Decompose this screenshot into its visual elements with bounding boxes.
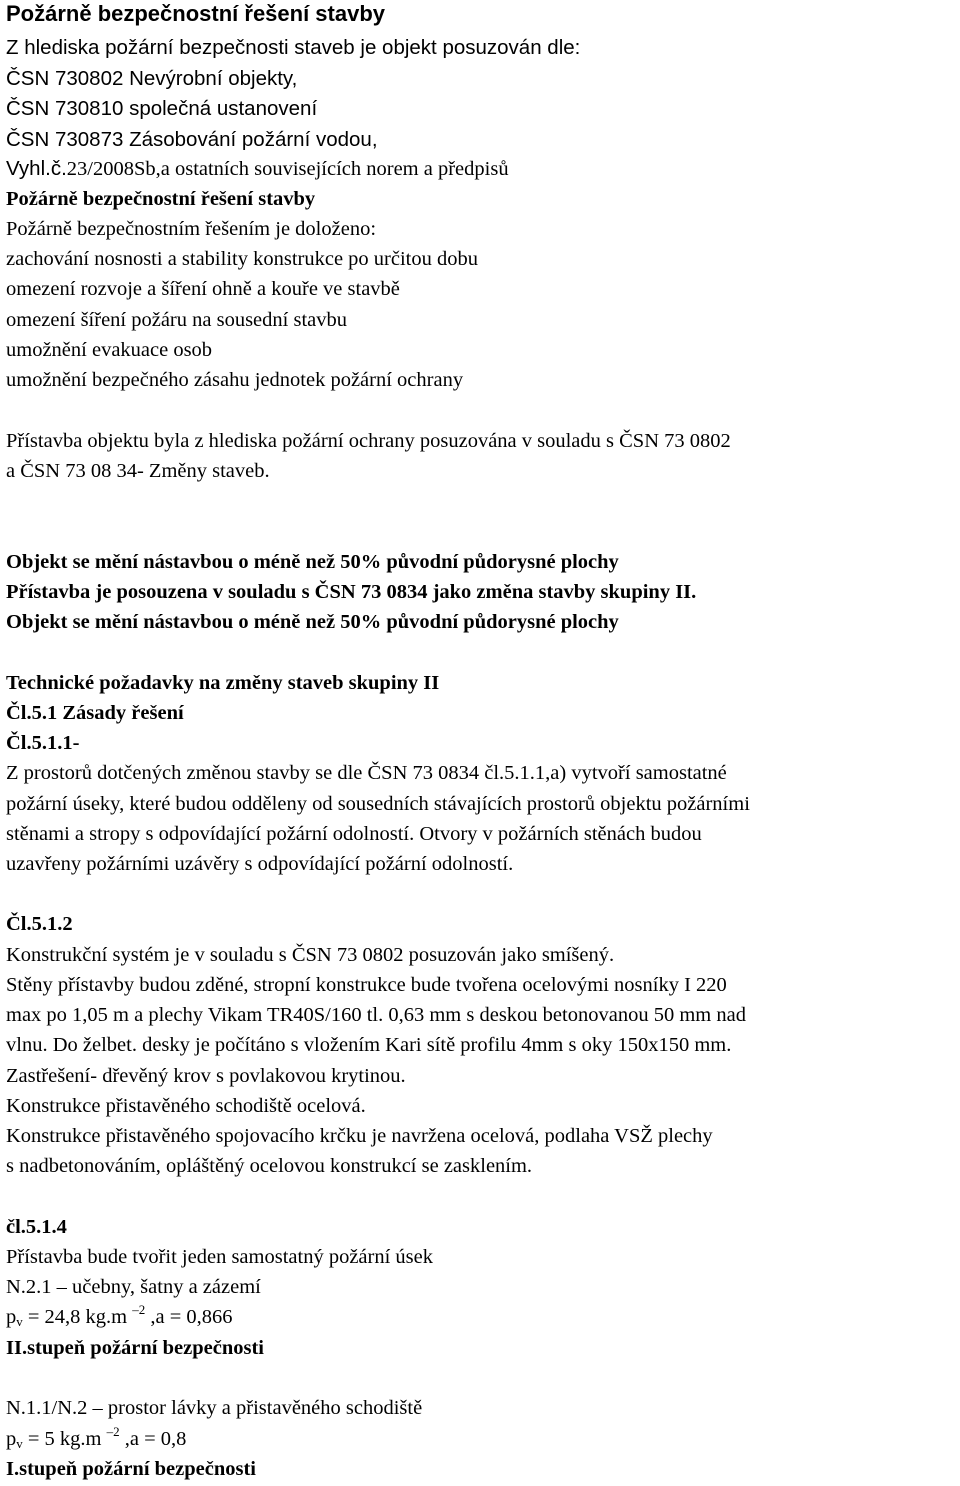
fire-load-line bbox=[6, 1424, 187, 1451]
fire-safety-grade: II.stupeň požární bezpečnosti bbox=[6, 1337, 264, 1359]
paragraph-line: Konstrukce přistavěného schodiště ocelová. bbox=[6, 1095, 366, 1117]
paragraph-line: Stěny přístavby budou zděné, stropní konstrukce bude tvořena ocelovými nosníky I 220 bbox=[6, 974, 727, 996]
paragraph-line: Konstrukce přistavěného spojovacího krčku je navržena ocelová, podlaha VSŽ plechy bbox=[6, 1125, 713, 1147]
paragraph-line: s nadbetonováním, opláštěný ocelovou konstrukcí se zasklením. bbox=[6, 1155, 533, 1177]
intro-line-regulation bbox=[6, 157, 509, 181]
fire-load-subscript: v bbox=[16, 1436, 23, 1451]
list-item: omezení rozvoje a šíření ohně a kouře ve stavbě bbox=[6, 278, 400, 300]
article-heading: Čl.5.1.1- bbox=[6, 732, 80, 754]
list-item: omezení šíření požáru na sousední stavbu bbox=[6, 309, 348, 331]
paragraph-line: Z prostorů dotčených změnou stavby se dle ČSN 73 0834 čl.5.1.1,a) vytvoří samostatné bbox=[6, 762, 727, 784]
article-heading: Čl.5.1.2 bbox=[6, 913, 73, 935]
paragraph-line: vlnu. Do želbet. desky je počítáno s vložením Kari sítě profilu 4mm s oky 150x150 mm. bbox=[6, 1034, 732, 1056]
fire-load-symbol: p bbox=[6, 1306, 17, 1328]
fire-coefficient: ,a = 0,8 bbox=[119, 1428, 187, 1450]
assessment-line: Přístavba objektu byla z hlediska požární ochrany posuzována v souladu s ČSN 73 0802 bbox=[6, 430, 731, 452]
regulation-text: 23/2008Sb,a ostatních souvisejících norem a předpisů bbox=[66, 158, 509, 180]
paragraph-line: uzavřeny požárními uzávěry s odpovídající požární odolností. bbox=[6, 853, 514, 875]
tech-heading: Technické požadavky na změny staveb skupiny II bbox=[6, 672, 440, 694]
fire-load-value: = 5 kg.m bbox=[22, 1428, 107, 1450]
paragraph-line: Zastřešení- dřevěný krov s povlakovou krytinou. bbox=[6, 1065, 406, 1087]
page-title: Požárně bezpečnostní řešení stavby bbox=[6, 1, 386, 26]
fire-load-exponent: –2 bbox=[106, 1424, 120, 1439]
fire-load-exponent: –2 bbox=[132, 1302, 146, 1317]
section-heading: Požárně bezpečnostní řešení stavby bbox=[6, 188, 316, 210]
assessment-line: a ČSN 73 08 34- Změny staveb. bbox=[6, 460, 270, 482]
list-item: zachování nosnosti a stability konstrukce po určitou dobu bbox=[6, 248, 478, 270]
paragraph-line: požární úseky, které budou odděleny od sousedních stávajících prostorů objektu požárními bbox=[6, 793, 750, 815]
article-heading: čl.5.1.4 bbox=[6, 1216, 67, 1238]
list-item: umožnění bezpečného zásahu jednotek požární ochrany bbox=[6, 369, 464, 391]
paragraph-line: Konstrukční systém je v souladu s ČSN 73 0802 posuzován jako smíšený. bbox=[6, 944, 615, 966]
list-item: umožnění evakuace osob bbox=[6, 339, 213, 361]
fire-safety-grade: I.stupeň požární bezpečnosti bbox=[6, 1458, 257, 1480]
fire-section-name: N.2.1 – učebny, šatny a zázemí bbox=[6, 1276, 261, 1298]
intro-line: Z hlediska požární bezpečnosti staveb je objekt posuzován dle: bbox=[6, 36, 581, 59]
paragraph-line: stěnami a stropy s odpovídající požární odolností. Otvory v požárních stěnách budou bbox=[6, 823, 702, 845]
bold-statement: Objekt se mění nástavbou o méně než 50% původní půdorysné plochy bbox=[6, 551, 619, 573]
fire-load-value: = 24,8 kg.m bbox=[22, 1306, 133, 1328]
paragraph-line: max po 1,05 m a plechy Vikam TR40S/160 tl. 0,63 mm s deskou betonovanou 50 mm nad bbox=[6, 1004, 746, 1026]
intro-line: ČSN 730873 Zásobování požární vodou, bbox=[6, 128, 378, 151]
regulation-prefix: Vyhl.č. bbox=[6, 157, 67, 180]
paragraph-line: Přístavba bude tvořit jeden samostatný požární úsek bbox=[6, 1246, 433, 1268]
intro-line: ČSN 730810 společná ustanovení bbox=[6, 97, 318, 120]
fire-load-line bbox=[6, 1302, 233, 1329]
bold-statement: Objekt se mění nástavbou o méně než 50% původní půdorysné plochy bbox=[6, 611, 619, 633]
intro-line: ČSN 730802 Nevýrobní objekty, bbox=[6, 67, 298, 90]
proven-intro: Požárně bezpečnostním řešením je doloženo: bbox=[6, 218, 377, 240]
fire-load-symbol: p bbox=[6, 1428, 17, 1450]
fire-load-subscript: v bbox=[16, 1314, 23, 1329]
fire-coefficient: ,a = 0,866 bbox=[145, 1306, 233, 1328]
article-heading: Čl.5.1 Zásady řešení bbox=[6, 702, 184, 724]
fire-section-name: N.1.1/N.2 – prostor lávky a přistavěného schodiště bbox=[6, 1397, 423, 1419]
bold-statement: Přístavba je posouzena v souladu s ČSN 73 0834 jako změna stavby skupiny II. bbox=[6, 581, 697, 603]
